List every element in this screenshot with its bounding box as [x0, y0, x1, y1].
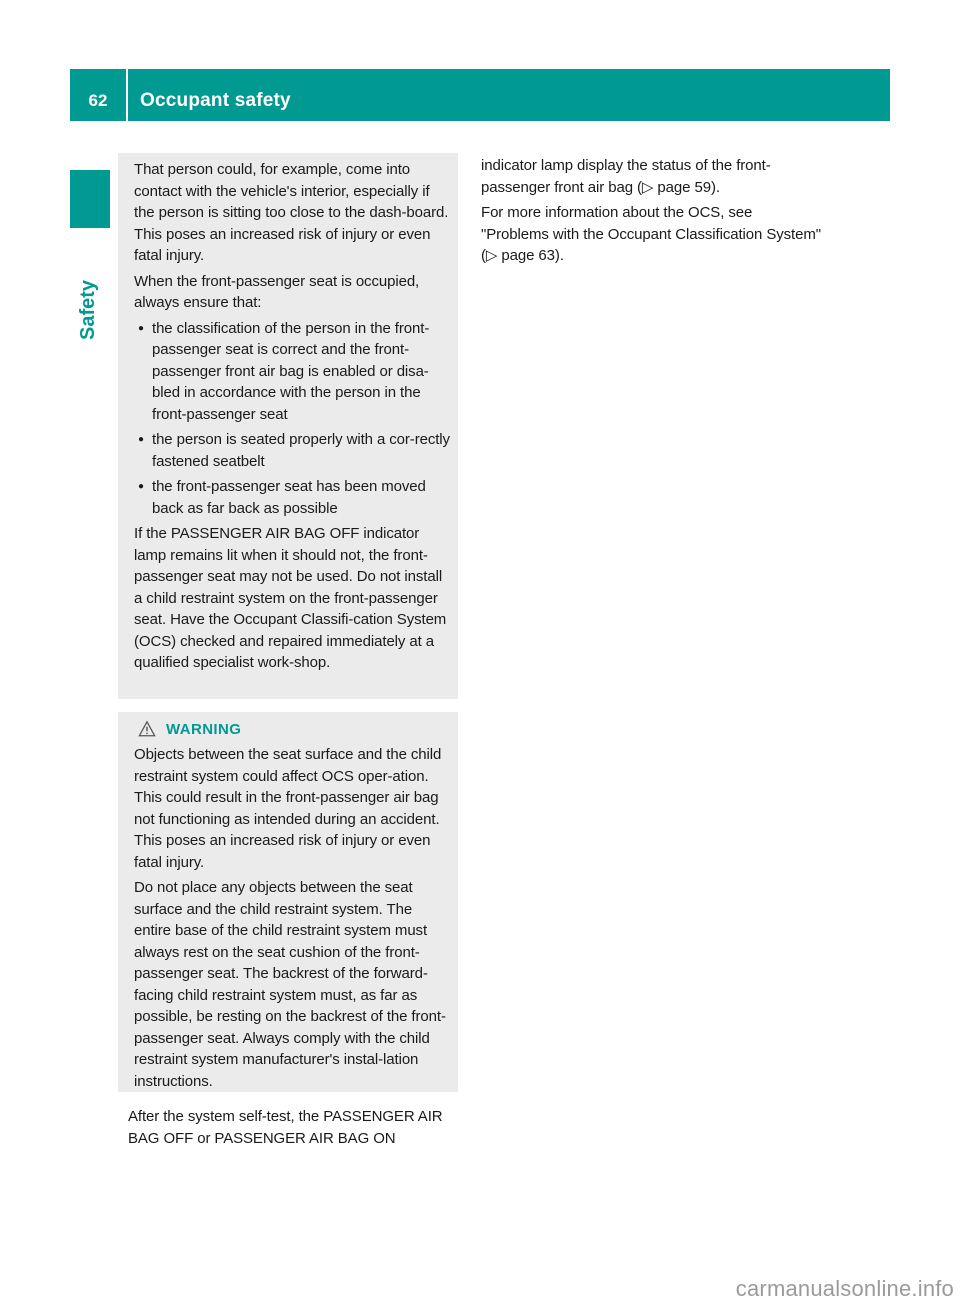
- warning-title: WARNING: [166, 720, 242, 738]
- header-divider: [126, 69, 128, 121]
- side-marker: [70, 170, 110, 228]
- bullet-icon: ●: [138, 434, 144, 445]
- bullet-icon: ●: [138, 481, 144, 492]
- warning-header: [134, 718, 452, 740]
- left-column-text: [128, 1106, 458, 1153]
- body-paragraph: After the system self-test, the PASSENGER AIR BAG OFF or PASSENGER AIR BAG ON: [128, 1108, 443, 1147]
- info-paragraph: That person could, for example, come into contact with the vehicle's interior, especially if the person is sitting too close to the dash-board. This poses an increased risk of injury or even fatal injury.: [134, 161, 449, 264]
- right-column-text: [481, 155, 821, 271]
- body-paragraph: For more information about the OCS, see "Problems with the Occupant Classification System" (▷ page 63).: [481, 204, 821, 264]
- section-title: Occupant safety: [140, 90, 291, 111]
- bullet-icon: ●: [138, 322, 144, 334]
- warning-box: [118, 712, 458, 1092]
- side-label: Safety: [77, 279, 99, 340]
- list-item: ● the classification of the person in the front-passenger seat is correct and the front-passenger front air bag is enabled or disa-bled in accordance with the person in the front-passenger seat: [138, 319, 430, 423]
- info-list: [134, 318, 452, 520]
- warning-triangle-icon: [138, 720, 156, 738]
- list-item: ● the front-passenger seat has been moved back as far back as possible: [138, 478, 426, 517]
- body-paragraph: indicator lamp display the status of the front-passenger front air bag (▷ page 59).: [481, 157, 771, 196]
- warning-paragraph: Do not place any objects between the seat surface and the child restraint system. The entire base of the child restraint system must always rest on the seat cushion of the front-passenger seat. The backrest of the forward-facing child restraint system must, as far as possible, be resting on the backrest of the front-passenger seat. Always comply with the child restraint system manufacturer's instal-lation instructions.: [134, 879, 446, 1090]
- page-number: 62: [88, 91, 108, 110]
- list-item: ● the person is seated properly with a cor-rectly fastened seatbelt: [138, 431, 450, 470]
- watermark: carmanualsonline.info: [735, 1276, 954, 1301]
- info-box: [118, 153, 458, 699]
- warning-paragraph: Objects between the seat surface and the child restraint system could affect OCS oper-ation. This could result in the front-passenger air bag not functioning as intended during an accident. This poses an increased risk of injury or even fatal injury.: [134, 746, 442, 871]
- info-paragraph: When the front-passenger seat is occupied, always ensure that:: [134, 272, 420, 311]
- info-paragraph: If the PASSENGER AIR BAG OFF indicator lamp remains lit when it should not, the front-passenger seat may not be used. Do not install a child restraint system on the front-passenger seat. Have the Occupant Classifi-cation System (OCS) checked and repaired immediately at a qualified specialist work-shop.: [134, 525, 447, 671]
